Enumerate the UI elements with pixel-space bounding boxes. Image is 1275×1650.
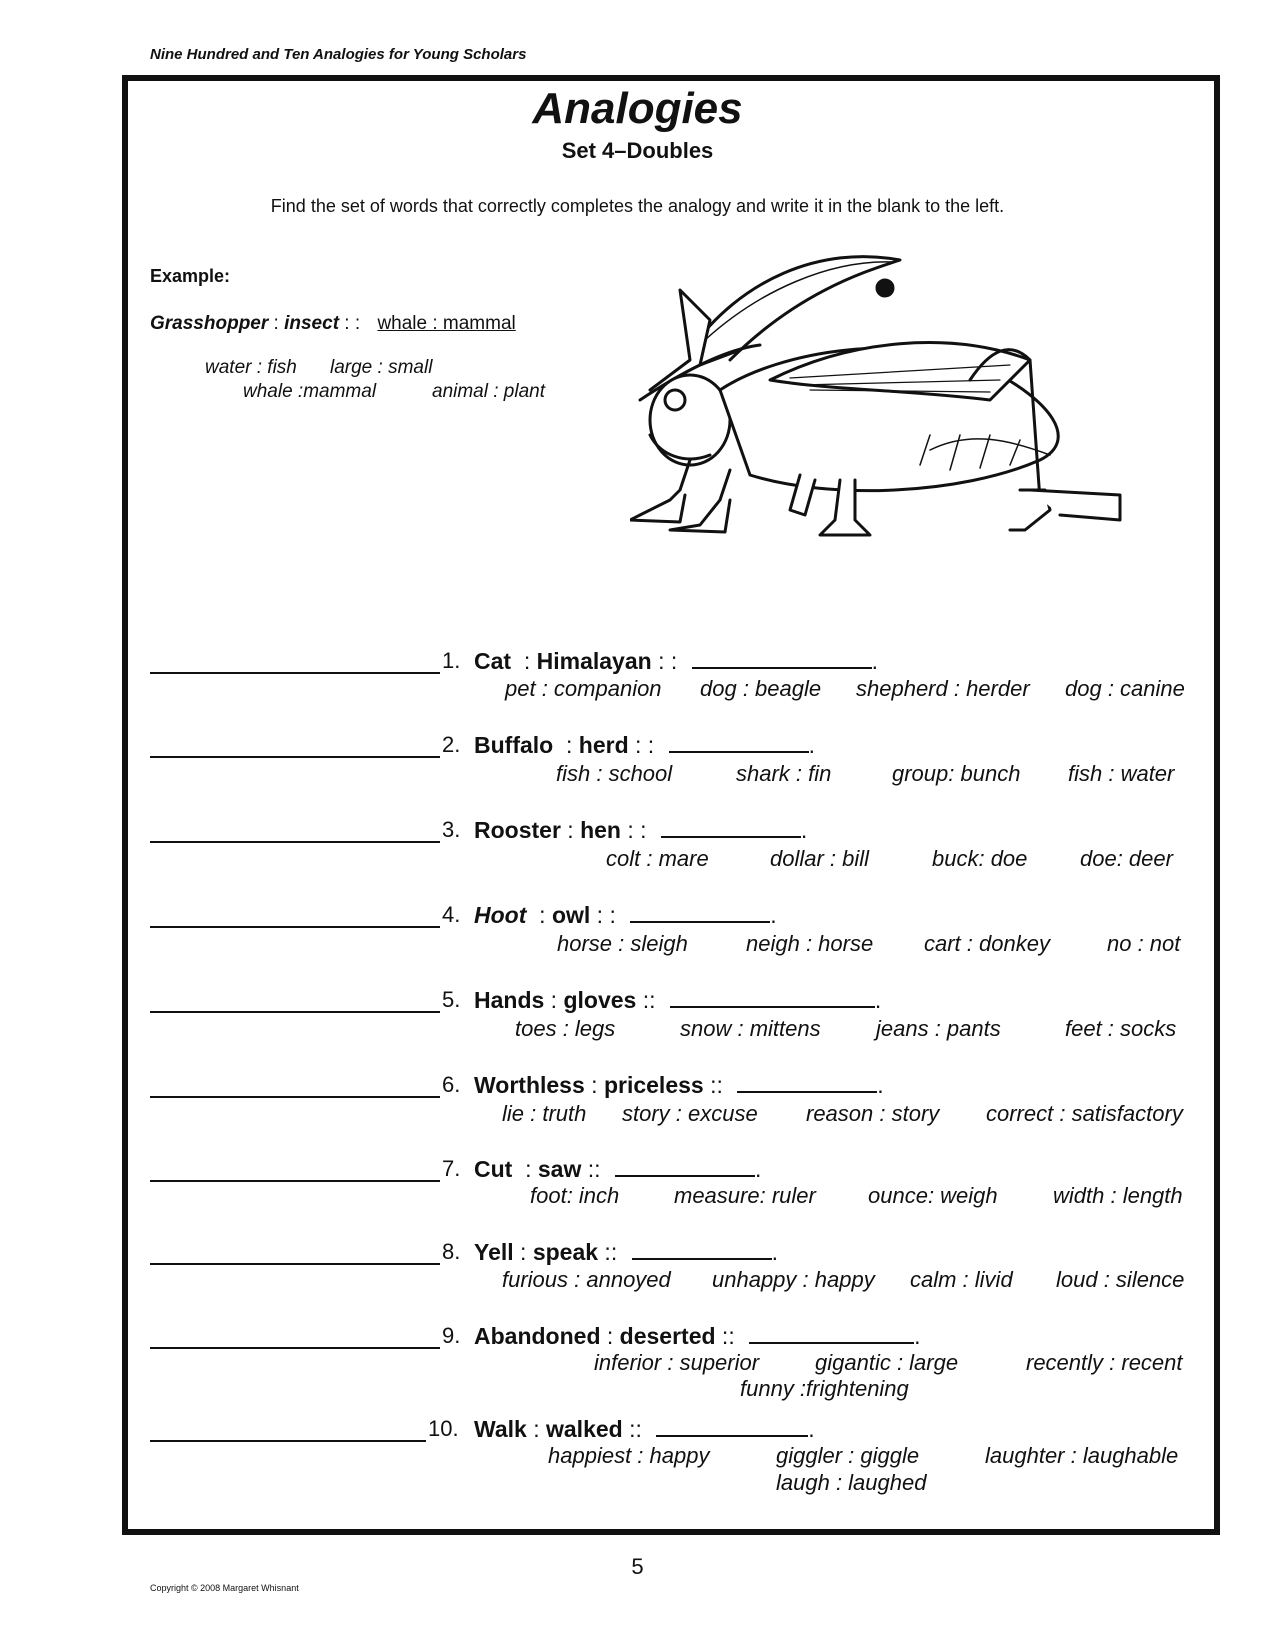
- question-analogy: Buffalo : herd : : .: [474, 732, 815, 758]
- question-analogy: Hoot : owl : : .: [474, 902, 777, 928]
- choice: toes : legs: [515, 1016, 616, 1041]
- word-a: Walk: [474, 1416, 527, 1442]
- instructions: Find the set of words that correctly completes the analogy and write it in the blank to the left.: [270, 196, 1005, 216]
- choice: width : length: [1053, 1183, 1183, 1208]
- analogy-blank: [692, 667, 872, 669]
- question-analogy: Cat : Himalayan : : .: [474, 648, 879, 674]
- word-b: saw: [537, 1156, 582, 1182]
- example-word-2: insect: [284, 313, 340, 334]
- word-b: speak: [532, 1239, 599, 1265]
- choice: dollar : bill: [770, 846, 870, 871]
- choice: calm : livid: [910, 1267, 1013, 1292]
- sep: ::: [598, 1239, 624, 1265]
- analogy-blank: [749, 1342, 914, 1344]
- question-analogy: Abandoned : deserted :: .: [474, 1323, 921, 1349]
- choice: funny :frightening: [740, 1376, 909, 1401]
- choice: horse : sleigh: [557, 931, 688, 956]
- word-b: owl: [551, 902, 591, 928]
- sep: :: [513, 1239, 533, 1265]
- example-choice: animal : plant: [432, 381, 546, 402]
- choice: story : excuse: [622, 1101, 758, 1126]
- question-number: 4.: [442, 902, 461, 927]
- choice: colt : mare: [606, 846, 709, 871]
- choice: correct : satisfactory: [986, 1101, 1183, 1126]
- question-analogy: Worthless : priceless :: .: [474, 1072, 884, 1098]
- choice: gigantic : large: [815, 1350, 959, 1375]
- sep: : :: [651, 648, 684, 674]
- choice: doe: deer: [1080, 846, 1173, 871]
- choice: reason : story: [806, 1101, 940, 1126]
- choice: laugh : laughed: [776, 1470, 927, 1495]
- analogy-blank: [661, 836, 801, 838]
- choice: lie : truth: [502, 1101, 587, 1126]
- choice: measure: ruler: [674, 1183, 816, 1208]
- word-a: Hands: [474, 987, 545, 1013]
- sep: ::: [581, 1156, 607, 1182]
- choice: fish : school: [556, 761, 673, 786]
- choice: furious : annoyed: [502, 1267, 671, 1292]
- answer-blank[interactable]: [150, 1263, 440, 1265]
- sep: : :: [628, 732, 661, 758]
- choice: inferior : superior: [594, 1350, 760, 1375]
- choice: neigh : horse: [746, 931, 874, 956]
- answer-blank[interactable]: [150, 756, 440, 758]
- word-a: Cat: [474, 648, 512, 674]
- answer-blank[interactable]: [150, 1347, 440, 1349]
- page-number: 5: [631, 1554, 644, 1579]
- sep: : :: [590, 902, 623, 928]
- choice: recently : recent: [1026, 1350, 1183, 1375]
- sep: :: [560, 817, 581, 843]
- question-number: 8.: [442, 1239, 461, 1264]
- example-word-1: Grasshopper: [150, 313, 269, 334]
- sep: :: [584, 1072, 604, 1098]
- question-number: 9.: [442, 1323, 461, 1348]
- question-number: 5.: [442, 987, 461, 1012]
- example-analogy: [150, 313, 524, 335]
- sep: :: [553, 732, 579, 758]
- sep: :: [512, 1156, 538, 1182]
- word-b: priceless: [603, 1072, 704, 1098]
- example-choice: whale :mammal: [243, 381, 377, 402]
- choice: shepherd : herder: [856, 676, 1030, 701]
- example-label: Example:: [150, 266, 231, 286]
- answer-blank[interactable]: [150, 1180, 440, 1182]
- answer-blank[interactable]: [150, 841, 440, 843]
- word-b: gloves: [563, 987, 637, 1013]
- question-number: 1.: [442, 648, 461, 673]
- sep: ::: [636, 987, 662, 1013]
- answer-blank[interactable]: [150, 1011, 440, 1013]
- word-b: Himalayan: [536, 648, 652, 674]
- sep: :: [544, 987, 564, 1013]
- choice: foot: inch: [530, 1183, 620, 1208]
- choice: loud : silence: [1056, 1267, 1185, 1292]
- choice: dog : beagle: [700, 676, 822, 701]
- question-number: 2.: [442, 732, 461, 757]
- sep: ::: [703, 1072, 730, 1098]
- word-a: Buffalo: [474, 732, 554, 758]
- sep: ::: [622, 1416, 649, 1442]
- analogy-blank: [670, 1006, 875, 1008]
- question-analogy: Cut : saw :: .: [474, 1156, 762, 1182]
- word-b: deserted: [619, 1323, 716, 1349]
- word-a: Rooster: [474, 817, 561, 843]
- choice: feet : socks: [1065, 1016, 1177, 1041]
- analogy-blank: [630, 921, 770, 923]
- word-a: Abandoned: [474, 1323, 601, 1349]
- analogy-blank: [669, 751, 809, 753]
- choice: fish : water: [1068, 761, 1175, 786]
- sep: :: [511, 648, 537, 674]
- question-number: 7.: [442, 1156, 461, 1181]
- sep: :: [600, 1323, 620, 1349]
- word-a: Worthless: [474, 1072, 585, 1098]
- choice: unhappy : happy: [712, 1267, 875, 1292]
- book-header: Nine Hundred and Ten Analogies for Young Scholars: [150, 46, 527, 63]
- question-analogy: Yell : speak :: .: [474, 1239, 778, 1265]
- choice: happiest : happy: [548, 1443, 710, 1468]
- choice: group: bunch: [892, 761, 1021, 786]
- word-b: hen: [580, 817, 621, 843]
- word-b: walked: [546, 1416, 623, 1442]
- question-analogy: Walk : walked :: .: [474, 1416, 815, 1442]
- question-number: 3.: [442, 817, 461, 842]
- answer-blank[interactable]: [150, 672, 440, 674]
- answer-blank[interactable]: [150, 1096, 440, 1098]
- analogy-blank: [656, 1435, 808, 1437]
- analogy-blank: [737, 1091, 877, 1093]
- analogy-blank: [632, 1258, 772, 1260]
- sep: :: [526, 902, 552, 928]
- example-sep-2: : :: [339, 313, 366, 334]
- example-answer: whale : mammal: [377, 313, 516, 334]
- choice: laughter : laughable: [985, 1443, 1179, 1468]
- example-choice: water : fish: [205, 357, 297, 378]
- word-a: Hoot: [474, 902, 527, 928]
- page-subtitle: Set 4–Doubles: [561, 138, 714, 163]
- choice: snow : mittens: [680, 1016, 821, 1041]
- grasshopper-illustration: [630, 240, 1150, 570]
- sep: ::: [715, 1323, 742, 1349]
- analogy-blank: [615, 1175, 755, 1177]
- sep: :: [526, 1416, 546, 1442]
- answer-blank[interactable]: [150, 1440, 426, 1442]
- word-a: Yell: [474, 1239, 514, 1265]
- question-analogy: Hands : gloves :: .: [474, 987, 882, 1013]
- answer-blank[interactable]: [150, 926, 440, 928]
- choice: giggler : giggle: [776, 1443, 920, 1468]
- choice: ounce: weigh: [868, 1183, 998, 1208]
- word-a: Cut: [474, 1156, 513, 1182]
- choice: pet : companion: [505, 676, 662, 701]
- word-b: herd: [578, 732, 629, 758]
- sep: : :: [620, 817, 653, 843]
- page-title: Analogies: [532, 84, 743, 133]
- choice: buck: doe: [932, 846, 1028, 871]
- choice: shark : fin: [736, 761, 832, 786]
- question-number: 10.: [428, 1416, 459, 1441]
- copyright: Copyright © 2008 Margaret Whisnant: [150, 1583, 299, 1593]
- choice: cart : donkey: [924, 931, 1050, 956]
- example-choice: large : small: [330, 357, 433, 378]
- choice: jeans : pants: [876, 1016, 1001, 1041]
- choice: dog : canine: [1065, 676, 1185, 701]
- question-analogy: Rooster : hen : : .: [474, 817, 808, 843]
- example-sep-1: :: [268, 313, 285, 334]
- choice: no : not: [1107, 931, 1181, 956]
- question-number: 6.: [442, 1072, 461, 1097]
